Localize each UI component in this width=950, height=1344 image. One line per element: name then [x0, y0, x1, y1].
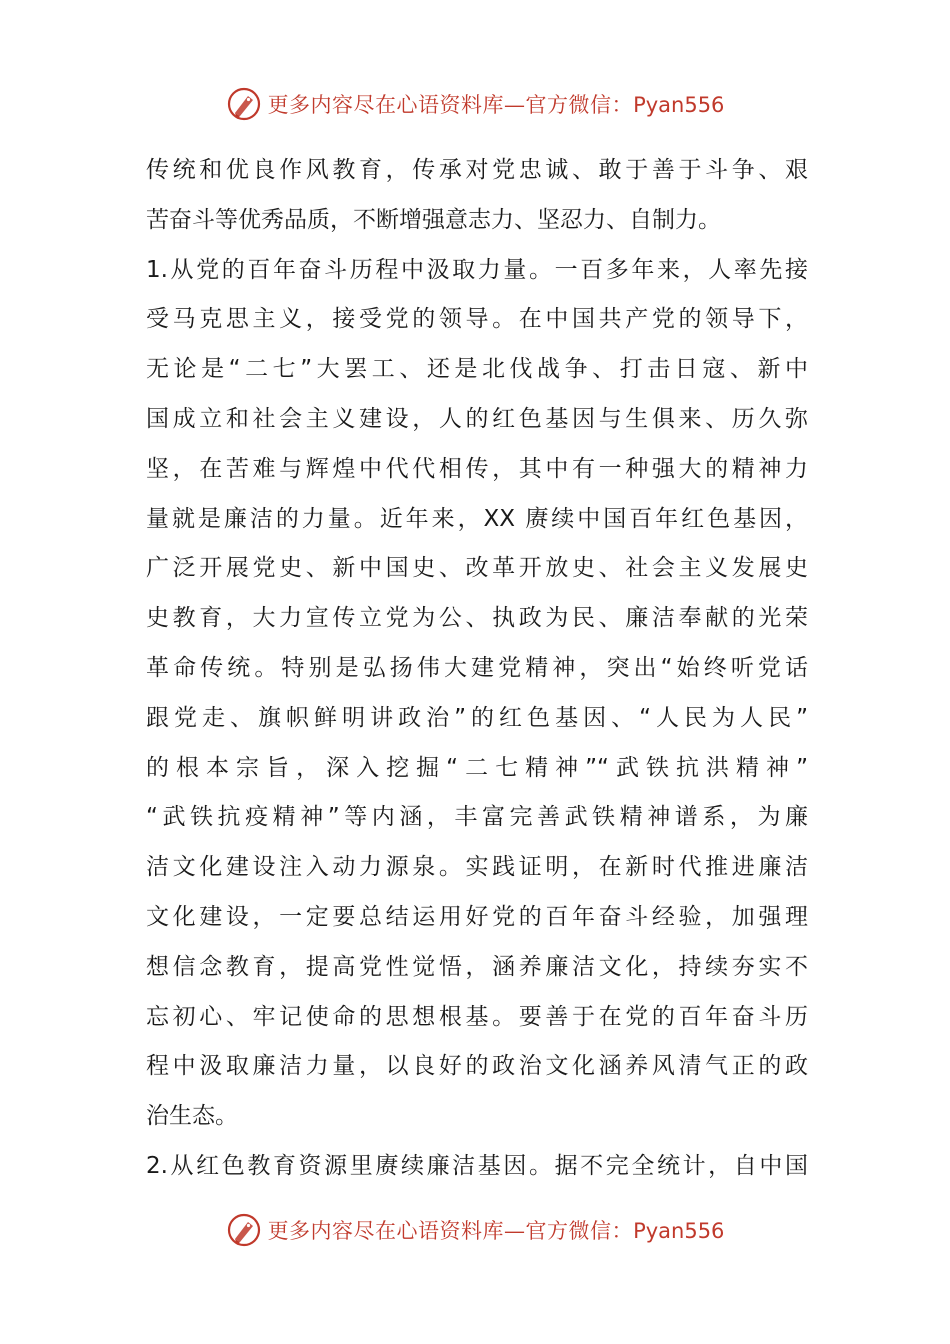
pen-nib-logo-icon — [226, 86, 262, 122]
text-line: 无论是“二七”大罢工、还是北伐战争、打击日寇、新中 — [146, 356, 808, 383]
text-line: 1.从党的百年奋斗历程中汲取力量。一百多年来，人率先接 — [146, 256, 808, 283]
document-body — [146, 146, 808, 1192]
header-watermark — [0, 84, 950, 124]
wechat-id: Pyan556 — [633, 1219, 725, 1243]
watermark-text: 更多内容尽在心语资料库—官方微信：Pyan556 — [267, 93, 725, 117]
text-line: 革命传统。特别是弘扬伟大建党精神，突出“始终听党话 — [146, 654, 808, 681]
text-line: 忘初心、牢记使命的思想根基。要善于在党的百年奋斗历 — [146, 1003, 808, 1030]
text-line: 国成立和社会主义建设，人的红色基因与生俱来、历久弥 — [146, 405, 808, 432]
text-line: 程中汲取廉洁力量，以良好的政治文化涵养风清气正的政 — [146, 1053, 808, 1080]
pen-nib-logo-icon — [226, 1212, 262, 1248]
text-line: 2.从红色教育资源里赓续廉洁基因。据不完全统计，自中国 — [146, 1152, 808, 1179]
text-line: 治生态。 — [146, 1103, 238, 1130]
text-line: 传统和优良作风教育，传承对党忠诚、敢于善于斗争、艰 — [146, 157, 808, 183]
text-line: “武铁抗疫精神”等内涵，丰富完善武铁精神谱系，为廉 — [146, 804, 808, 831]
text-line: 苦奋斗等优秀品质，不断增强意志力、坚忍力、自制力。 — [146, 206, 721, 233]
watermark-text: 更多内容尽在心语资料库—官方微信：Pyan556 — [267, 1219, 725, 1243]
text-line: 受马克思主义，接受党的领导。在中国共产党的领导下， — [146, 306, 808, 333]
text-line: 坚，在苦难与辉煌中代代相传，其中有一种强大的精神力 — [146, 455, 808, 482]
text-line: 史教育，大力宣传立党为公、执政为民、廉洁奉献的光荣 — [146, 605, 808, 632]
text-line: 跟党走、旗帜鲜明讲政治”的红色基因、“人民为人民” — [146, 704, 808, 731]
text-line: 文化建设，一定要总结运用好党的百年奋斗经验，加强理 — [146, 903, 808, 930]
text-line: 想信念教育，提高党性觉悟，涵养廉洁文化，持续夯实不 — [146, 953, 808, 980]
text-line: 广泛开展党史、新中国史、改革开放史、社会主义发展史 — [146, 555, 808, 582]
wechat-id: Pyan556 — [633, 93, 725, 117]
footer-watermark — [0, 1210, 950, 1250]
text-line: 量就是廉洁的力量。近年来，XX 赓续中国百年红色基因， — [146, 505, 808, 532]
text-line: 的根本宗旨，深入挖掘“二七精神”“武铁抗洪精神” — [146, 754, 808, 781]
text-line: 洁文化建设注入动力源泉。实践证明，在新时代推进廉洁 — [146, 854, 808, 881]
